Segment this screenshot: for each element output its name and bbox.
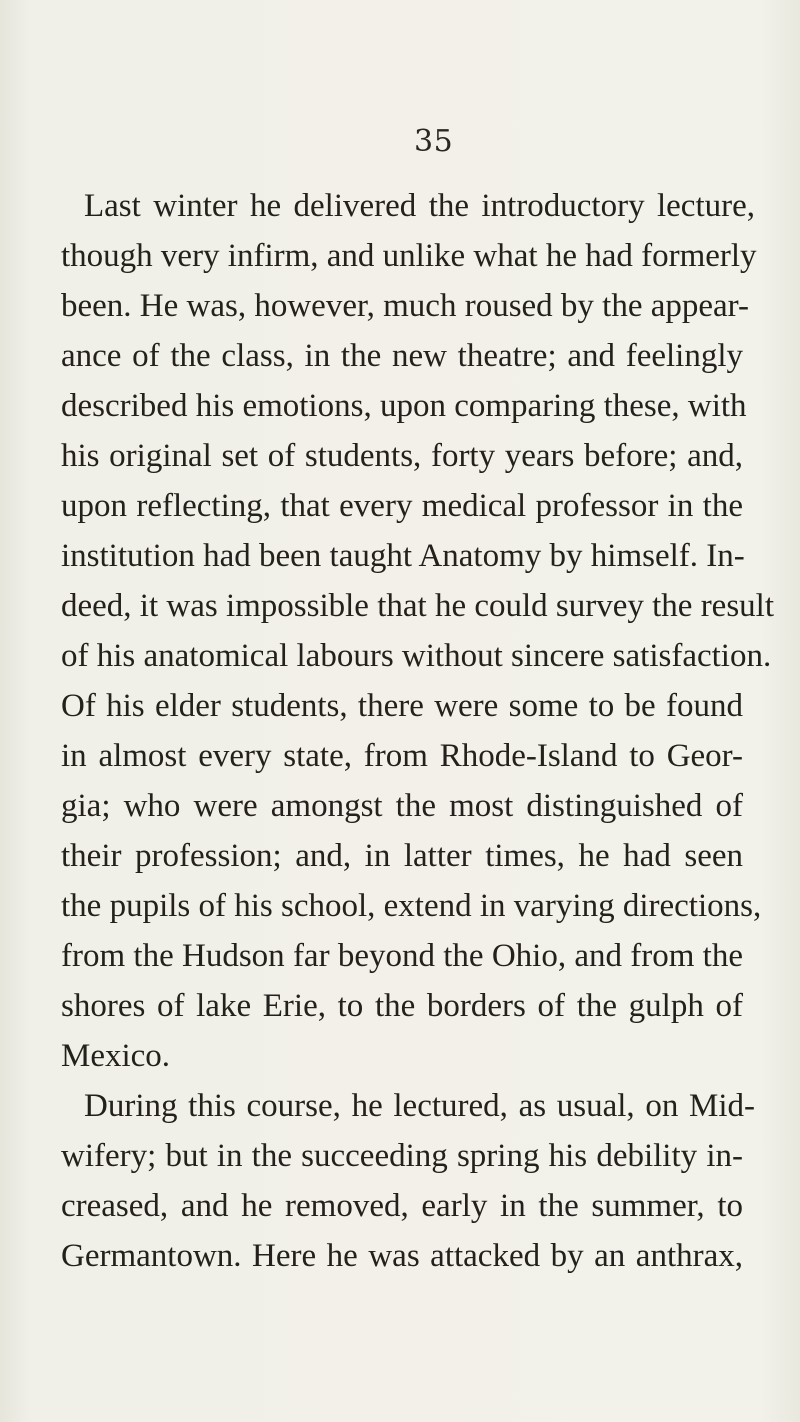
text-line: upon reflecting, that every medical professor in the (61, 488, 743, 524)
text-line: been. He was, however, much roused by the appear- (61, 288, 750, 324)
text-line: Mexico. (61, 1038, 171, 1074)
page-number: 35 (414, 124, 454, 159)
text-line: his original set of students, forty years before; and, (61, 438, 743, 474)
text-line: shores of lake Erie, to the borders of the gulph of (61, 988, 743, 1024)
text-line: Germantown. Here he was attacked by an anthrax, (61, 1238, 743, 1274)
text-line: the pupils of his school, extend in varying directions, (61, 888, 762, 924)
text-line: in almost every state, from Rhode-Island to Geor- (61, 738, 743, 774)
text-line: institution had been taught Anatomy by himself. In- (61, 538, 745, 574)
text-line: wifery; but in the succeeding spring his debility in- (61, 1138, 743, 1174)
text-line: During this course, he lectured, as usual, on Mid- (84, 1088, 755, 1124)
text-line: Last winter he delivered the introductory lecture, (84, 188, 755, 224)
text-line: creased, and he removed, early in the summer, to (61, 1188, 743, 1224)
text-line: Of his elder students, there were some to be found (61, 688, 743, 724)
text-line: of his anatomical labours without sincere satisfaction. (61, 638, 772, 674)
text-line: their profession; and, in latter times, he had seen (61, 838, 743, 874)
text-line: though very infirm, and unlike what he had formerly (61, 238, 757, 274)
text-line: from the Hudson far beyond the Ohio, and from the (61, 938, 743, 974)
text-line: gia; who were amongst the most distinguished of (61, 788, 743, 824)
text-line: described his emotions, upon comparing these, with (61, 388, 747, 424)
text-line: deed, it was impossible that he could survey the result (61, 588, 775, 624)
text-line: ance of the class, in the new theatre; and feelingly (61, 338, 743, 374)
